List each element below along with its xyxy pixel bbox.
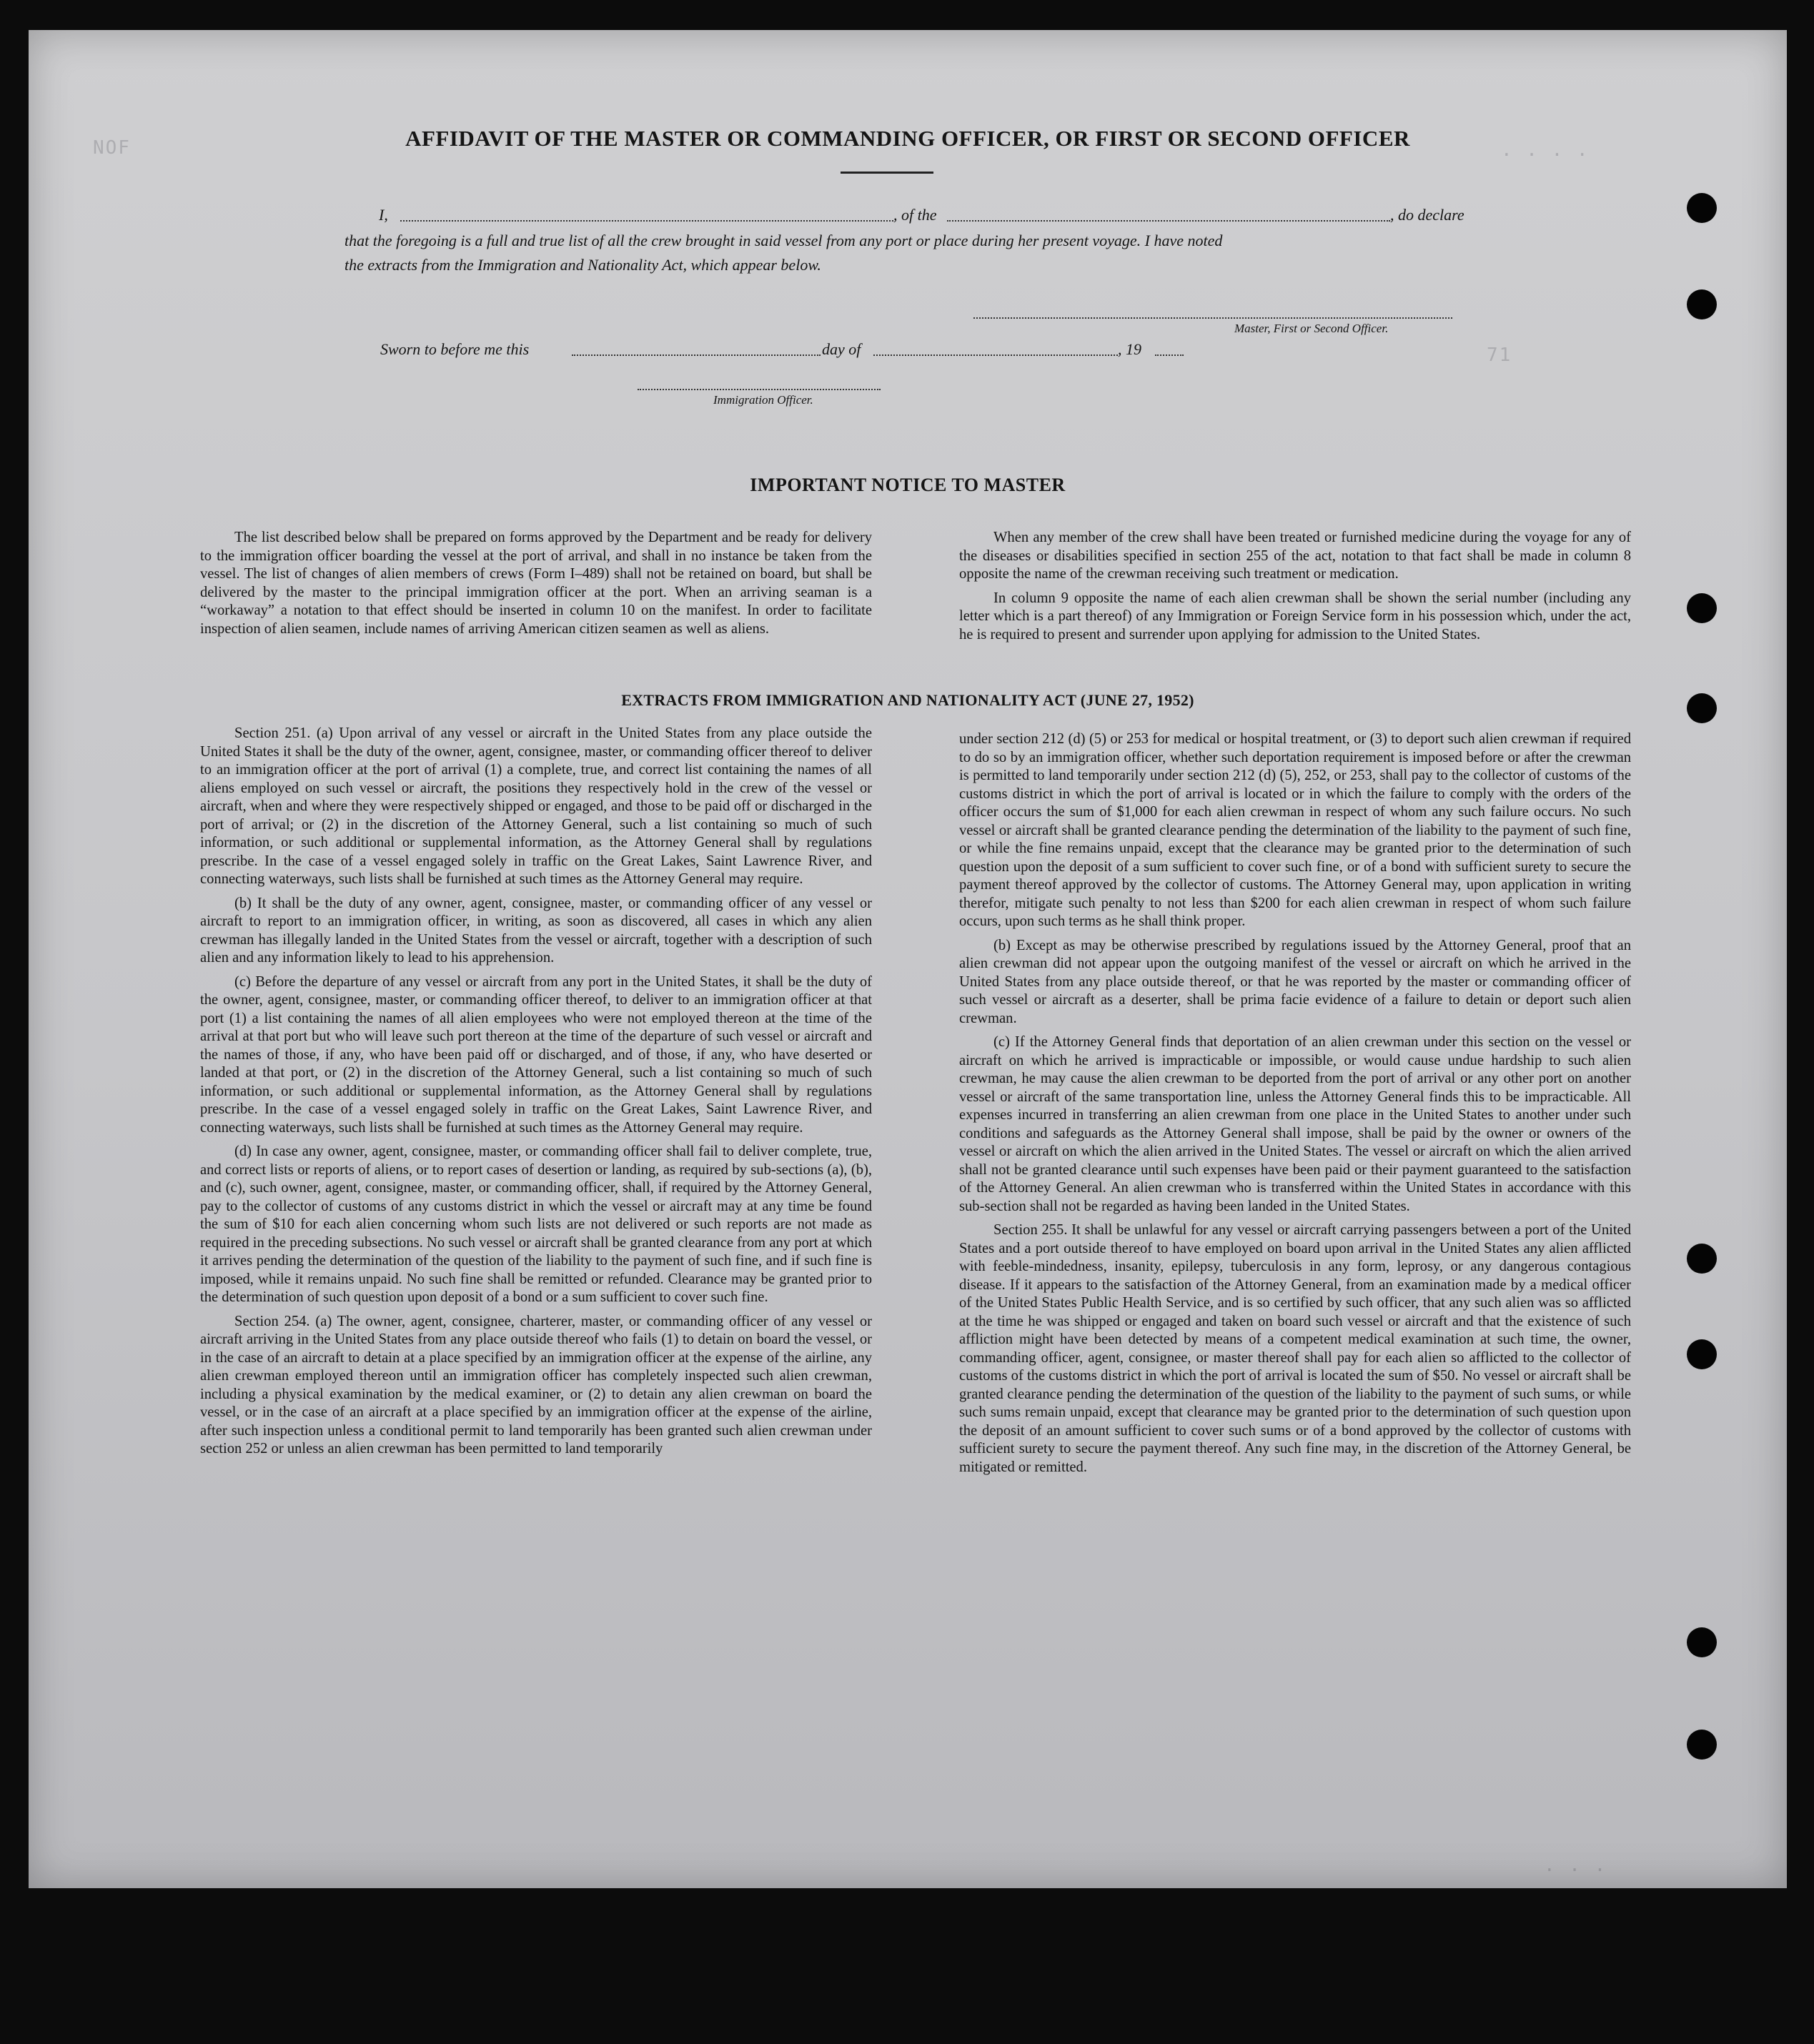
show-through-text: 71 [1487,344,1512,366]
document-page [29,30,1787,1888]
section-254a-continued: under section 212 (d) (5) or 253 for medical or hospital treatment, or (3) to deport such alien crewman if required to do so by an immigration officer, whether such deportation requirement is imposed before or after the crewman is permitted to land temporarily under section 212 (d) (5), 252, or 253, shall pay to the collector of customs of the customs district in which the port of arrival is located or in which the failure to comply with the orders of the officer occurs the sum of $1,000 for each alien crewman in respect of whom any such failure occurs. No such vessel or aircraft shall be granted clearance pending the determination of the liability to the payment of such fine, or while the fine remains unpaid, except that the clearance may be granted prior to the determination of such question upon the deposit of a sum sufficient to cover such fine, or of a bond with sufficient surety to secure the payment thereof approved by the collector of customs. The Attorney General may, upon application in writing therefor, mitigate such penalty to not less than $200 for each alien crewman in respect of whom such failure occurs, upon such terms as he shall think proper. [959,731,1631,929]
immigration-officer-caption: Immigration Officer. [713,393,813,407]
sworn-year-label: , 19 [1118,340,1141,358]
declaration-line-3: the extracts from the Immigration and Nationality Act, which appear below. [345,256,821,274]
title-rule [841,172,933,174]
master-signature-caption: Master, First or Second Officer. [1234,322,1389,335]
section-251a: Section 251. (a) Upon arrival of any vessel or aircraft in the United States from any place outside the United States it shall be the duty of the owner, agent, consignee, master, or commanding officer thereof to deliver to an immigration officer at the port of arrival (1) a complete, true, and correct list containing the names of all aliens employed on such vessel or aircraft, the positions they respectively hold in the crew of the vessel or aircraft, when and where they were respectively shipped or engaged, and those to be paid off or discharged in the port of arrival; or (2) in the discretion of the Attorney General, such a list containing so much of such information, or such additional or supplemental information, as the Attorney General shall by regulations prescribe. In the case of a vessel engaged solely in traffic on the Great Lakes, Saint Lawrence River, and connecting waterways, such lists shall be furnished at such times as the Attorney General may require. [200,725,872,887]
section-255: Section 255. It shall be unlawful for any vessel or aircraft carrying passengers between a port of the United States and a port outside thereof to have employed on board upon arrival in the United States any alien afflicted with feeble-mindedness, insanity, epilepsy, tuberculosis in any form, leprosy, or any dangerous contagious disease. If it appears to the satisfaction of the Attorney General, from an examination made by a medical officer of the United States Public Health Service, and is so certified by such officer, that any such alien was so afflicted at the time he was shipped or engaged and taken on board such vessel or aircraft and that the existence of such affliction might have been detected by means of a competent medical examination at such time, the owner, commanding officer, agent, consignee, or master thereof shall pay for each alien so afflicted to the collector of customs of the customs district in which the port of arrival is located the sum of $50. No vessel or aircraft shall be granted clearance pending the determination of the question of the liability to the payment of such sums, or while such sums remain unpaid, except that clearance may be granted prior to the determination of such question upon the deposit of an amount sufficient to cover such sums or of a bond approved by the collector of customs with sufficient surety to secure the payment thereof. Any such fine may, in the discretion of the Attorney General, be mitigated or remitted. [959,1222,1631,1475]
section-251b: (b) It shall be the duty of any owner, agent, consignee, master, or commanding officer of any vessel or aircraft to report to an immigration officer, in writing, as soon as discovered, all cases in which any alien crewman has illegally landed in the United States from the vessel or aircraft, together with a description of such alien and any information likely to lead to his apprehension. [200,895,872,966]
notice-right-paragraph-2: In column 9 opposite the name of each alien crewman shall be shown the serial number (including any letter which is a part thereof) of any Immigration or Foreign Service form in his possession which, under the act, he is required to present and surrender upon applying for admission to the United States. [959,590,1631,643]
vessel-name-field[interactable] [947,220,1390,222]
affidavit-title: AFFIDAVIT OF THE MASTER OR COMMANDING OFFICER, OR FIRST OR SECOND OFFICER [405,126,1410,151]
punch-hole [1687,593,1717,623]
punch-hole [1687,1730,1717,1760]
show-through-text: · · · · [1501,144,1590,166]
punch-hole [1687,1244,1717,1274]
notice-right-paragraph-1: When any member of the crew shall have been treated or furnished medicine during the voyage for any of the diseases or disabilities specified in section 255 of the act, notation to that fact shall be made in column 8 opposite the name of the crewman receiving such treatment or medication. [959,530,1631,582]
extracts-right-column [959,730,1631,1482]
master-signature-field[interactable] [973,317,1452,319]
declare-i-label: I, [379,206,388,224]
punch-hole [1687,1627,1717,1657]
notice-right-column [959,529,1631,650]
sworn-day-field[interactable] [572,354,821,356]
notice-title: IMPORTANT NOTICE TO MASTER [750,475,1066,495]
punch-hole [1687,693,1717,723]
punch-hole [1687,1339,1717,1369]
sworn-before-label: Sworn to before me this [380,340,530,358]
show-through-text: · · · [1544,1860,1607,1881]
declare-do-declare-label: , do declare [1390,206,1464,224]
section-254c: (c) If the Attorney General finds that deportation of an alien crewman under this section on the vessel or aircraft on which he arrived is impracticable or impossible, or would cause undue hardship to such alien crewman, he may cause the alien crewman to be deported from the port of arrival or any other port on another vessel or aircraft of the same transportation line, unless the Attorney General finds this to be impracticable. All expenses incurred in transferring an alien crewman from one place in the United States to another under such conditions and safeguards as the Attorney General shall impose, shall be paid by the owner or owners of the vessel or aircraft on which the alien arrived in the United States. The vessel or aircraft on which the alien arrived shall not be granted clearance until such expenses have been paid or their payment guaranteed to the satisfaction of the Attorney General. An alien crewman who is transferred within the United States in accordance with this sub-section shall not be regarded as having been landed in the United States. [959,1034,1631,1214]
sworn-year-field[interactable] [1155,354,1184,356]
punch-hole [1687,289,1717,319]
declarant-name-field[interactable] [400,220,893,222]
extracts-left-column [200,725,872,1464]
show-through-text: NOF [93,137,131,159]
section-251c: (c) Before the departure of any vessel or aircraft from any port in the United States, it shall be the duty of the owner, agent, consignee, master, or commanding officer thereof, to deliver to an immigration officer at that port (1) a list containing the names of all alien employees who were not employed thereon at the time of the arrival at that port but who will leave such port thereon at the time of the departure of such vessel or aircraft and the names of those, if any, who have been paid off or discharged, and of those, if any, who have deserted or landed at that port, or (2) in the discretion of the Attorney General, such a list containing so much of such information, or such additional or supplemental information, as the Attorney General shall by regulations prescribe. In the case of a vessel engaged solely in traffic on the Great Lakes, Saint Lawrence River, and connecting waterways, such lists shall be furnished at such times as the Attorney General may require. [200,973,872,1136]
declare-of-the-label: , of the [893,206,937,224]
section-254a: Section 254. (a) The owner, agent, consignee, charterer, master, or commanding officer of any vessel or aircraft arriving in the United States from any place outside thereof who fails (1) to detain on board the vessel, or in the case of an aircraft to detain at a place specified by an immigration officer at the expense of the airline, any alien crewman employed thereon until an immigration officer has completely inspected such alien crewman, including a physical examination by the medical examiner, or (2) to detain any alien crewman on board the vessel, or in the case of an aircraft at a place specified by an immigration officer at the expense of the airline, after such inspection unless a conditional permit to land temporarily has been granted such alien crewman under section 252 or unless an alien crewman has been permitted to land temporarily [200,1313,872,1457]
sworn-month-field[interactable] [873,354,1118,356]
immigration-officer-signature-field[interactable] [638,389,881,390]
sworn-day-of-label: day of [822,340,861,358]
declaration-line-2: that the foregoing is a full and true list of all the crew brought in said vessel from any port or place during her present voyage. I have noted [345,232,1223,249]
section-251d: (d) In case any owner, agent, consignee, master, or commanding officer shall fail to deliver complete, true, and correct lists or reports of aliens, or to report cases of desertion or landing, as required by sub-sections (a), (b), and (c), such owner, agent, consignee, master, or commanding officer, shall, if required by the Attorney General, pay to the collector of customs of any customs district in which the vessel or aircraft may at any time be found the sum of $10 for each alien concerning whom such lists are not delivered or such reports are not made as required in the preceding subsections. No such vessel or aircraft shall be granted clearance from any port at which it arrives pending the determination of the question of the liability to the payment of such fine, and if such fine is imposed, while it remains unpaid. No such fine shall be remitted or refunded. Clearance may be granted prior to the determination of such question upon deposit of a bond or a sum sufficient to cover such fine. [200,1143,872,1305]
notice-left-column [200,529,872,644]
punch-hole [1687,193,1717,223]
notice-left-paragraph: The list described below shall be prepared on forms approved by the Department and be ready for delivery to the immigration officer boarding the vessel at the port of arrival, and shall in no instance be taken from the vessel. The list of changes of alien members of crews (Form I–489) shall not be retained on board, but shall be delivered by the master to the principal immigration officer at the port. When an arriving seaman is a “workaway” a notation to that effect should be inserted in column 10 on the manifest. In order to facilitate inspection of alien seamen, include names of arriving American citizen seamen as well as aliens. [200,530,872,637]
extracts-title: EXTRACTS FROM IMMIGRATION AND NATIONALITY ACT (JUNE 27, 1952) [621,691,1194,709]
section-254b: (b) Except as may be otherwise prescribed by regulations issued by the Attorney General, proof that an alien crewman did not appear upon the outgoing manifest of the vessel or aircraft on which he arrived in the United States from any place outside thereof, or that he was reported by the master or commanding officer of such vessel or aircraft as a deserter, shall be prima facie evidence of a failure to detain or deport such alien crewman. [959,937,1631,1026]
